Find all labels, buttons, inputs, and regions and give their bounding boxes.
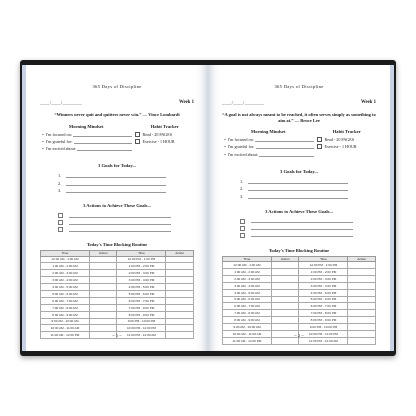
time-cell: 4:00 AM - 5:00 AM [41,284,90,291]
table-row [223,303,376,310]
action-cell[interactable] [166,290,194,297]
write-line[interactable] [255,137,315,142]
time-cell: 9:00 AM - 10:00 AM [223,324,272,331]
action-cell[interactable] [271,268,299,275]
table-row [41,325,194,332]
time-cell: 9:00 AM - 10:00 AM [41,318,90,325]
action-item[interactable] [240,226,376,231]
write-line[interactable] [69,221,171,225]
date-week-row [40,100,194,105]
action-cell[interactable] [348,275,376,282]
action-cell[interactable] [348,282,376,289]
time-cell: 3:00 PM - 4:00 PM [299,282,348,289]
bullet-icon: • [224,144,226,150]
action-cell[interactable] [348,289,376,296]
actions-heading: 3 Actions to Achieve These Goals... [83,203,151,209]
mindset-label: I'm grateful for: [228,144,255,150]
action-cell[interactable] [89,290,117,297]
checkbox-icon[interactable] [58,220,63,225]
column-header: Time [41,250,90,256]
action-cell[interactable] [271,289,299,296]
time-cell: 3:00 AM - 4:00 AM [223,282,272,289]
table-row [41,270,194,277]
action-cell[interactable] [271,262,299,269]
mindset-label: I'm grateful for: [46,138,73,144]
table-row [223,317,376,324]
action-cell[interactable] [348,262,376,269]
time-blocking-table [40,250,194,339]
checkbox-icon[interactable] [240,233,245,238]
action-cell[interactable] [166,256,194,263]
action-cell[interactable] [89,304,117,311]
action-cell[interactable] [271,296,299,303]
goals-heading: 3 Goals for Today... [280,168,318,174]
goal-item[interactable] [240,186,376,191]
table-row [223,268,376,275]
table-row [41,297,194,304]
time-cell: 6:00 PM - 7:00 PM [299,303,348,310]
goal-number: 3. [58,188,62,194]
time-cell: 8:00 PM - 9:00 PM [117,311,166,318]
action-cell[interactable] [89,311,117,318]
goal-number: 1. [58,173,62,179]
action-cell[interactable] [166,284,194,291]
date-field[interactable]: ____/____/________ [222,100,265,105]
mindset-label: I'm focused on: [228,137,254,143]
action-cell[interactable] [348,324,376,331]
right-page [208,65,390,351]
habit-item[interactable] [317,144,376,149]
date-field[interactable]: ____/____/________ [40,100,83,105]
habit-label: Read - 20 PAGES [324,137,355,143]
mindset-label: I'm excited about: [46,145,77,151]
action-cell[interactable] [271,275,299,282]
write-line[interactable] [69,228,171,232]
bullet-icon: • [42,145,44,151]
bullet-icon: • [224,137,226,143]
time-cell: 7:00 PM - 8:00 PM [117,304,166,311]
action-item[interactable] [240,219,376,224]
habit-tracker-heading: Habit Tracker [332,129,361,135]
date-week-row [222,100,376,105]
action-cell[interactable] [166,304,194,311]
time-cell: 11:00 AM - 12:00 PM [223,337,272,344]
table-row [41,290,194,297]
table-row [223,310,376,317]
time-cell: 10:00 PM - 11:00 PM [299,331,348,338]
action-cell[interactable] [166,277,194,284]
time-cell: 5:00 PM - 6:00 PM [299,296,348,303]
mindset-item[interactable] [222,137,314,142]
action-cell[interactable] [348,303,376,310]
action-cell[interactable] [271,337,299,344]
column-header: Time [117,250,166,256]
page-stack-edge-right [390,65,394,351]
time-cell: 2:00 AM - 3:00 AM [41,270,90,277]
time-cell: 8:00 PM - 9:00 PM [299,317,348,324]
table-row [223,262,376,269]
write-line[interactable] [66,181,166,186]
table-row [223,324,376,331]
time-cell: 1:00 AM - 2:00 AM [223,268,272,275]
time-cell: 1:00 PM - 2:00 PM [299,268,348,275]
time-cell: 6:00 PM - 7:00 PM [117,297,166,304]
time-cell: 7:00 AM - 8:00 AM [223,310,272,317]
write-line[interactable] [77,146,132,151]
write-line[interactable] [74,139,133,144]
time-cell: 1:00 PM - 2:00 PM [117,263,166,270]
checkbox-icon[interactable] [317,144,322,149]
time-cell: 7:00 AM - 8:00 AM [41,304,90,311]
page-number: ~ 1 ~ [112,333,122,338]
checkbox-icon[interactable] [58,227,63,232]
time-cell: 2:00 PM - 3:00 PM [117,270,166,277]
time-cell: 9:00 PM - 10:00 PM [117,318,166,325]
habit-item[interactable] [135,139,194,144]
time-blocking-heading: Today's Time Blocking Routine [86,241,148,247]
write-line[interactable] [251,233,353,237]
write-line[interactable] [251,226,353,230]
table-row [223,296,376,303]
table-row [223,282,376,289]
table-body [41,256,194,339]
time-cell: 1:00 AM - 2:00 AM [41,263,90,270]
action-cell[interactable] [166,318,194,325]
table-row [223,289,376,296]
table-row [41,256,194,263]
action-cell[interactable] [166,325,194,332]
week-label: Week 1 [360,100,376,105]
time-cell: 10:00 AM - 11:00 AM [223,331,272,338]
time-cell: 6:00 AM - 7:00 AM [41,297,90,304]
write-line[interactable] [248,194,348,199]
habit-tracker [135,124,194,154]
habit-label: Exercise - 1 HOUR [142,138,175,144]
time-cell: 5:00 AM - 6:00 AM [41,290,90,297]
running-title: 365 Days of Discipline [274,84,324,89]
write-line[interactable] [248,179,348,184]
write-line[interactable] [73,132,133,137]
action-cell[interactable] [271,303,299,310]
mindset-habit-section [222,129,376,159]
goal-number: 2. [240,186,244,192]
table-row [41,277,194,284]
action-cell[interactable] [271,324,299,331]
week-label: Week 1 [178,100,194,105]
time-cell: 5:00 AM - 6:00 AM [223,296,272,303]
action-cell[interactable] [348,310,376,317]
time-cell: 7:00 PM - 8:00 PM [299,310,348,317]
column-header: Time [299,256,348,262]
running-title: 365 Days of Discipline [92,84,142,89]
habit-item[interactable] [135,132,194,137]
time-cell: 12:00 PM - 1:00 PM [299,262,348,269]
write-line[interactable] [259,152,314,157]
habit-tracker-heading: Habit Tracker [150,123,179,129]
mindset-habit-section [40,124,194,154]
time-cell: 4:00 PM - 5:00 PM [299,289,348,296]
time-cell: 3:00 AM - 4:00 AM [41,277,90,284]
goals-heading: 3 Goals for Today... [98,163,136,169]
write-line[interactable] [248,186,348,191]
mindset-item[interactable] [222,152,314,157]
time-blocking-table [222,256,376,345]
write-line[interactable] [251,219,353,223]
time-cell: 4:00 AM - 5:00 AM [223,289,272,296]
morning-mindset-heading: Morning Mindset [250,129,286,135]
goal-number: 3. [240,193,244,199]
write-line[interactable] [66,188,166,193]
time-cell: 3:00 PM - 4:00 PM [117,277,166,284]
checkbox-icon[interactable] [58,213,63,218]
action-item[interactable] [58,213,194,218]
time-cell: 11:00 PM - 12:00 AM [117,332,166,339]
action-cell[interactable] [348,296,376,303]
time-cell: 2:00 AM - 3:00 AM [223,275,272,282]
mindset-label: I'm focused on: [46,131,72,137]
action-cell[interactable] [89,256,117,263]
action-cell[interactable] [166,311,194,318]
time-cell: 5:00 PM - 6:00 PM [117,290,166,297]
checkbox-icon[interactable] [135,132,140,137]
goal-number: 2. [58,180,62,186]
column-header: Time [223,256,272,262]
habit-label: Read - 20 PAGES [142,131,173,137]
column-header: Action [271,256,299,262]
time-cell: 10:00 AM - 11:00 AM [41,325,90,332]
page-content [208,65,390,351]
goal-number: 1. [240,178,244,184]
time-cell: 9:00 PM - 10:00 PM [299,324,348,331]
checkbox-icon[interactable] [317,137,322,142]
write-line[interactable] [66,173,166,178]
morning-mindset [222,129,314,159]
table-row [223,337,376,344]
time-cell: 12:00 AM - 1:00 AM [223,262,272,269]
time-cell: 10:00 PM - 11:00 PM [117,325,166,332]
action-cell[interactable] [89,263,117,270]
goal-item[interactable] [58,181,194,186]
mindset-item[interactable] [40,139,132,144]
action-cell[interactable] [348,268,376,275]
action-cell[interactable] [89,284,117,291]
action-item[interactable] [58,227,194,232]
daily-quote: “Winners never quit and quitters never win.” — Vince Lombardi [54,112,180,117]
goal-item[interactable] [240,179,376,184]
time-cell: 11:00 PM - 12:00 AM [299,337,348,344]
action-cell[interactable] [271,310,299,317]
bullet-icon: • [42,131,44,137]
action-cell[interactable] [348,317,376,324]
action-cell[interactable] [89,325,117,332]
table-row [41,318,194,325]
page-number: ~ 2 ~ [294,333,304,338]
action-cell[interactable] [271,282,299,289]
time-blocking-heading: Today's Time Blocking Routine [268,247,330,253]
time-cell: 12:00 AM - 1:00 AM [41,256,90,263]
table-row [223,275,376,282]
column-header: Action [166,250,194,256]
action-cell[interactable] [166,263,194,270]
time-cell: 4:00 PM - 5:00 PM [117,284,166,291]
actions-heading: 3 Actions to Achieve These Goals... [265,208,333,214]
column-header: Action [348,256,376,262]
write-line[interactable] [256,144,315,149]
action-cell[interactable] [89,270,117,277]
morning-mindset-heading: Morning Mindset [68,123,104,129]
time-cell: 2:00 PM - 3:00 PM [299,275,348,282]
action-item[interactable] [240,233,376,238]
habit-label: Exercise - 1 HOUR [324,144,357,150]
daily-quote: “A goal is not always meant to be reached, it often serves simply as something to aim at.” — Bruce Lee [222,112,376,123]
goal-item[interactable] [58,188,194,193]
left-page [26,65,208,351]
time-cell: 11:00 AM - 12:00 PM [41,332,90,339]
time-cell: 8:00 AM - 9:00 AM [223,317,272,324]
action-cell[interactable] [271,317,299,324]
morning-mindset [40,124,132,154]
mindset-item[interactable] [222,144,314,149]
action-cell[interactable] [166,270,194,277]
column-header: Action [89,250,117,256]
bullet-icon: • [42,138,44,144]
table-row [41,304,194,311]
table-row [41,284,194,291]
time-cell: 12:00 PM - 1:00 PM [117,256,166,263]
time-cell: 6:00 AM - 7:00 AM [223,303,272,310]
action-cell[interactable] [166,297,194,304]
mindset-label: I'm excited about: [228,151,259,157]
write-line[interactable] [69,214,171,218]
page-content [26,65,208,351]
action-item[interactable] [58,220,194,225]
action-cell[interactable] [89,318,117,325]
action-cell[interactable] [348,337,376,344]
time-cell: 8:00 AM - 9:00 AM [41,311,90,318]
habit-tracker [317,129,376,159]
action-cell[interactable] [89,297,117,304]
table-body [223,262,376,345]
table-row [41,263,194,270]
habit-item[interactable] [317,137,376,142]
bullet-icon: • [224,151,226,157]
checkbox-icon[interactable] [240,219,245,224]
goal-item[interactable] [240,194,376,199]
mindset-item[interactable] [40,146,132,151]
table-row [41,311,194,318]
checkbox-icon[interactable] [135,139,140,144]
checkbox-icon[interactable] [240,226,245,231]
mindset-item[interactable] [40,132,132,137]
goal-item[interactable] [58,173,194,178]
action-cell[interactable] [89,277,117,284]
